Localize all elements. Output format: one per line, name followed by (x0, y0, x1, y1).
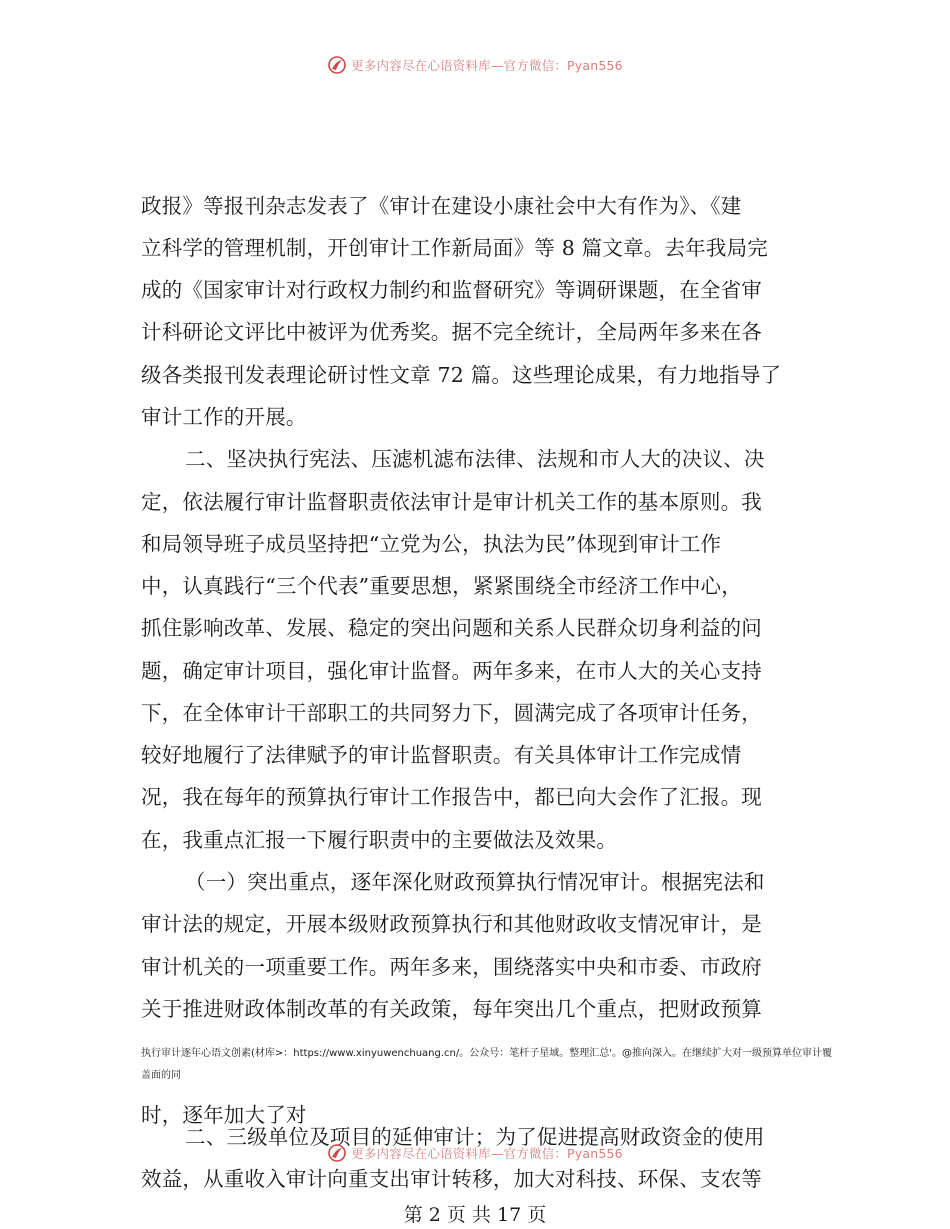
body-line: 审计工作的开展。 (141, 405, 307, 429)
watermark-text: 更多内容尽在心语资料库—官方微信：Pyan556 (351, 58, 623, 73)
section-heading-line: 二、坚决执行宪法、压滤机滤布法律、法规和市人大的决议、决 (185, 447, 765, 471)
body-line: 定，依法履行审计监督职责依法审计是审计机关工作的基本原则。我 (141, 490, 762, 514)
body-line: 况，我在每年的预算执行审计工作报告中，都已向大会作了汇报。现 (141, 785, 762, 809)
continuation-line: 时，逐年加大了对 (141, 1103, 307, 1127)
body-line: 审计机关的一项重要工作。两年多来，围绕落实中央和市委、市政府 (141, 955, 762, 979)
footnote-line: 执行审计逐年心语文创素(材库>：https://www.xinyuwenchuang.cn/。公众号：笔杆子星域。整理汇总'。@推向深入。在继续扩大对一级预算单位审计覆 (141, 1048, 833, 1059)
body-line: 和局领导班子成员坚持把“立党为公，执法为民”体现到审计工作 (141, 532, 722, 556)
body-line: 中，认真践行“三个代表”重要思想，紧紧围绕全市经济工作中心， (141, 574, 742, 598)
body-line: 计科研论文评比中被评为优秀奖。据不完全统计，全局两年多来在各 (141, 320, 762, 344)
continuation-line: 效益，从重收入审计向重支出审计转移，加大对科技、环保、支农等 (141, 1167, 762, 1191)
body-line: 关于推进财政体制改革的有关政策，每年突出几个重点，把财政预算 (141, 997, 762, 1021)
body-line: 抓住影响改革、发展、稳定的突出问题和关系人民群众切身利益的问 (141, 616, 762, 640)
body-line: 级各类报刊发表理论研讨性文章 72 篇。这些理论成果，有力地指导了 (141, 363, 782, 387)
body-line: 在，我重点汇报一下履行职责中的主要做法及效果。 (141, 828, 618, 852)
body-line: 题，确定审计项目，强化审计监督。两年多来，在市人大的关心支持 (141, 659, 762, 683)
body-line: 政报》等报刊杂志发表了《审计在建设小康社会中大有作为》、《建 (141, 194, 742, 218)
body-line: 成的《国家审计对行政权力制约和监督研究》等调研课题，在全省审 (141, 278, 762, 302)
body-line: 较好地履行了法律赋予的审计监督职责。有关具体审计工作完成情 (141, 743, 742, 767)
continuation-line: 二、三级单位及项目的延伸审计；为了促进提高财政资金的使用 (185, 1125, 765, 1149)
body-line: 下，在全体审计干部职工的共同努力下，圆满完成了各项审计任务， (141, 701, 762, 725)
subsection-heading-line: （一）突出重点，逐年深化财政预算执行情况审计。根据宪法和 (185, 870, 765, 894)
red-brush-logo-icon (327, 1143, 347, 1163)
watermark-text: 更多内容尽在心语资料库—官方微信：Pyan556 (351, 1146, 623, 1161)
footnote-line: 盖面的同 (141, 1070, 181, 1081)
body-line: 审计法的规定，开展本级财政预算执行和其他财政收支情况审计，是 (141, 912, 762, 936)
footer-watermark (0, 1143, 950, 1167)
header-watermark (0, 55, 950, 79)
red-brush-logo-icon (327, 55, 347, 75)
page-number: 第 2 页 共 17 页 (403, 1204, 547, 1226)
body-line: 立科学的管理机制，开创审计工作新局面》等 8 篇文章。去年我局完 (141, 236, 768, 260)
